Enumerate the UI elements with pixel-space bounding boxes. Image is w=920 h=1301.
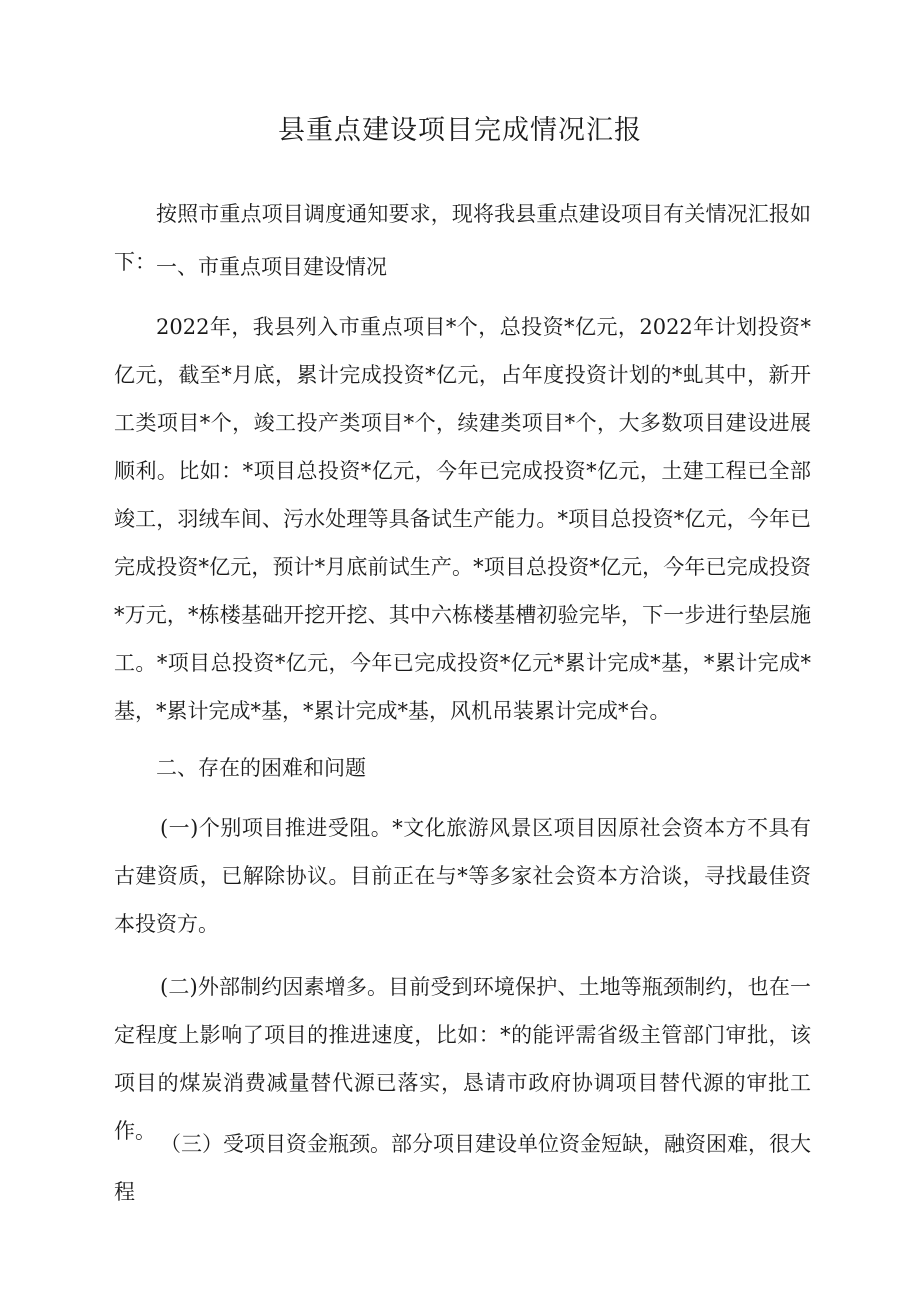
section-2-heading: 二、存在的困难和问题 [156,756,366,780]
problem-item-1: (一)个别项目推进受阻。*文化旅游风景区项目因原社会资本方不具有古建资质，已解除协议。目前正在与*等多家社会资本方洽谈，寻找最佳资本投资方。 [114,816,811,936]
problem-item-3: （三）受项目资金瓶颈。部分项目建设单位资金短缺，融资困难，很大程 [114,1132,811,1204]
section-1-heading: 一、市重点项目建设情况 [156,255,387,279]
document-title: 县重点建设项目完成情况汇报 [278,115,642,146]
section-1-body: 2022年，我县列入市重点项目*个，总投资*亿元，2022年计划投资*亿元，截至*月底，累计完成投资*亿元，占年度投资计划的*虬其中，新开工类项目*个，竣工投产类项目*个，续建类项目*个，大多数项目建设进展顺利。比如：*项目总投资*亿元，今年已完成投资*亿元，土建工程已全部竣工，羽绒车间、污水处理等具备试生产能力。*项目总投资*亿元，今年已完成投资*亿元，预计*月底前试生产。*项目总投资*亿元，今年已完成投资*万元，*栋楼基础开挖开挖、其中六栋楼基槽初验完毕，下一步进行垫层施工。*项目总投资*亿元，今年已完成投资*亿元*累计完成*基，*累计完成*基，*累计完成*基，*累计完成*基，风机吊装累计完成*台。 [114,315,811,723]
problem-item-2: (二)外部制约因素增多。目前受到环境保护、土地等瓶颈制约，也在一定程度上影响了项目的推进速度，比如：*的能评需省级主管部门审批，该项目的煤炭消费减量替代源已落实，恳请市政府协调项目替代源的审批工作。 [114,975,811,1143]
intro-paragraph: 按照市重点项目调度通知要求，现将我县重点建设项目有关情况汇报如下： [114,202,811,274]
